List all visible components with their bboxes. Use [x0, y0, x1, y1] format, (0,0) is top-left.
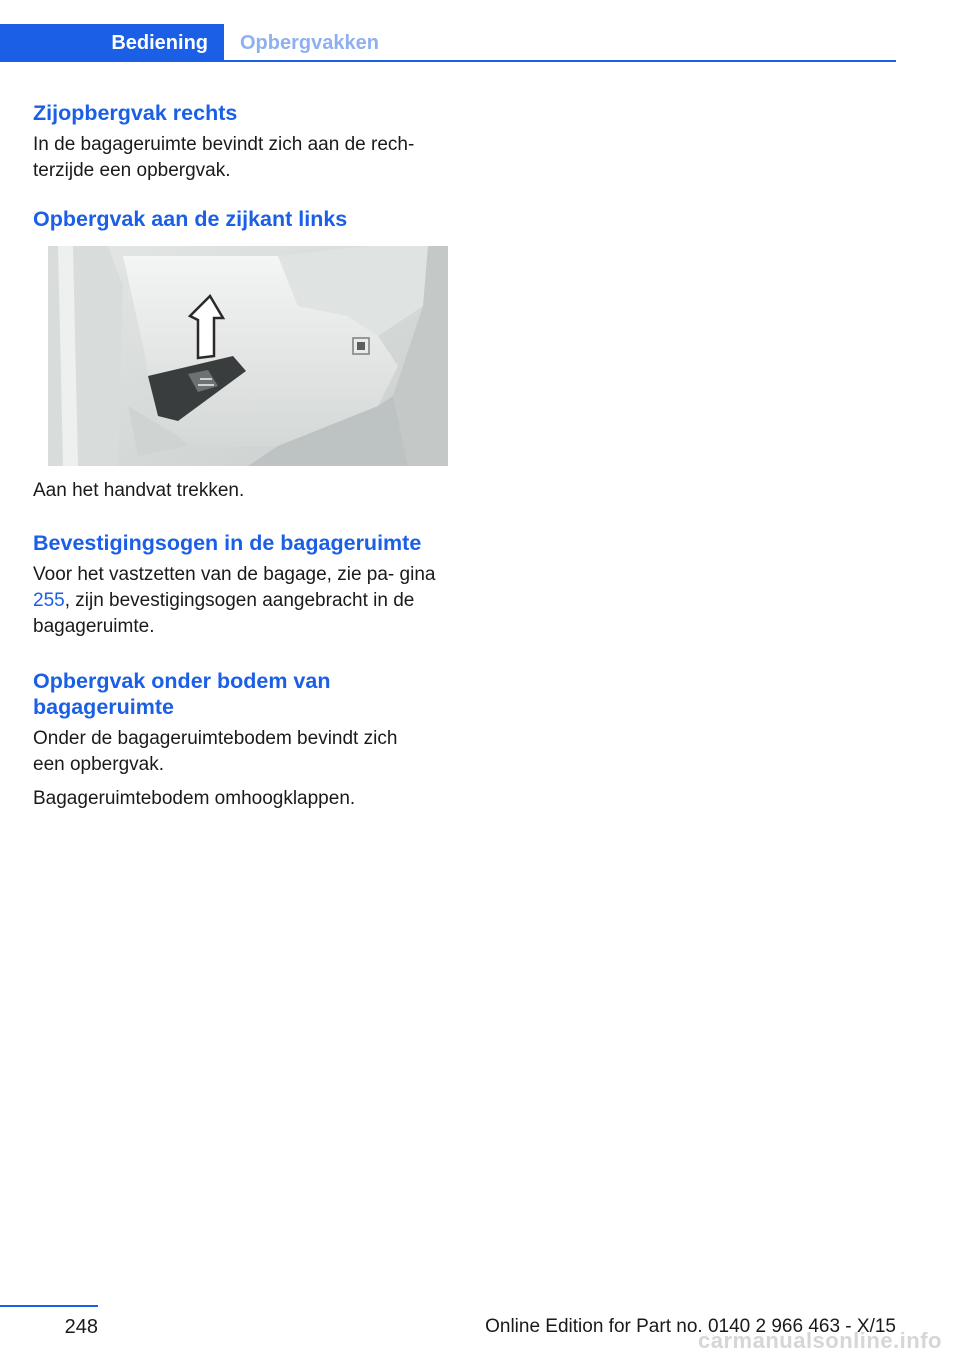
main-content: [33, 100, 453, 812]
heading-bevestigingsogen: Bevestigingsogen in de bagageruimte: [33, 531, 422, 555]
watermark: carmanualsonline.info: [698, 1328, 942, 1353]
tab-bediening[interactable]: Bediening: [0, 24, 224, 62]
edition-text: Online Edition for Part no. 0140 2 966 463 - X/15: [485, 1316, 896, 1337]
paragraph-zijopbergvak: In de bagageruimte bevindt zich aan de rech‐ terzijde een opbergvak.: [33, 134, 415, 181]
paragraph-bevestigingsogen: [33, 562, 441, 640]
paragraph-opbergvak-onder-bodem: Onder de bagageruimtebodem bevindt zich een opbergvak.: [33, 728, 398, 775]
heading-opbergvak-onder-bodem: Opbergvak onder bodem van bagageruimte: [33, 669, 331, 719]
paragraph-omhoogklappen: Bagageruimtebodem omhoogklappen.: [33, 788, 356, 809]
page-link-255[interactable]: 255: [33, 590, 65, 611]
text-before-link: Voor het vastzetten van de bagage, zie pa‐ gina: [33, 564, 436, 585]
page-number-divider: [0, 1305, 98, 1307]
tab-opbergvakken[interactable]: Opbergvakken: [240, 31, 379, 54]
text-after-link: , zijn bevestigingsogen aangebracht in de bagageruimte.: [33, 590, 415, 637]
header-divider: [0, 60, 896, 62]
heading-opbergvak-links: Opbergvak aan de zijkant links: [33, 207, 348, 231]
heading-zijopbergvak-rechts: Zijopbergvak rechts: [33, 101, 238, 125]
trunk-illustration: [48, 246, 448, 466]
trunk-compartment-image: [48, 246, 448, 466]
figure-caption: Aan het handvat trekken.: [33, 480, 245, 501]
page-number: 248: [64, 1316, 98, 1338]
